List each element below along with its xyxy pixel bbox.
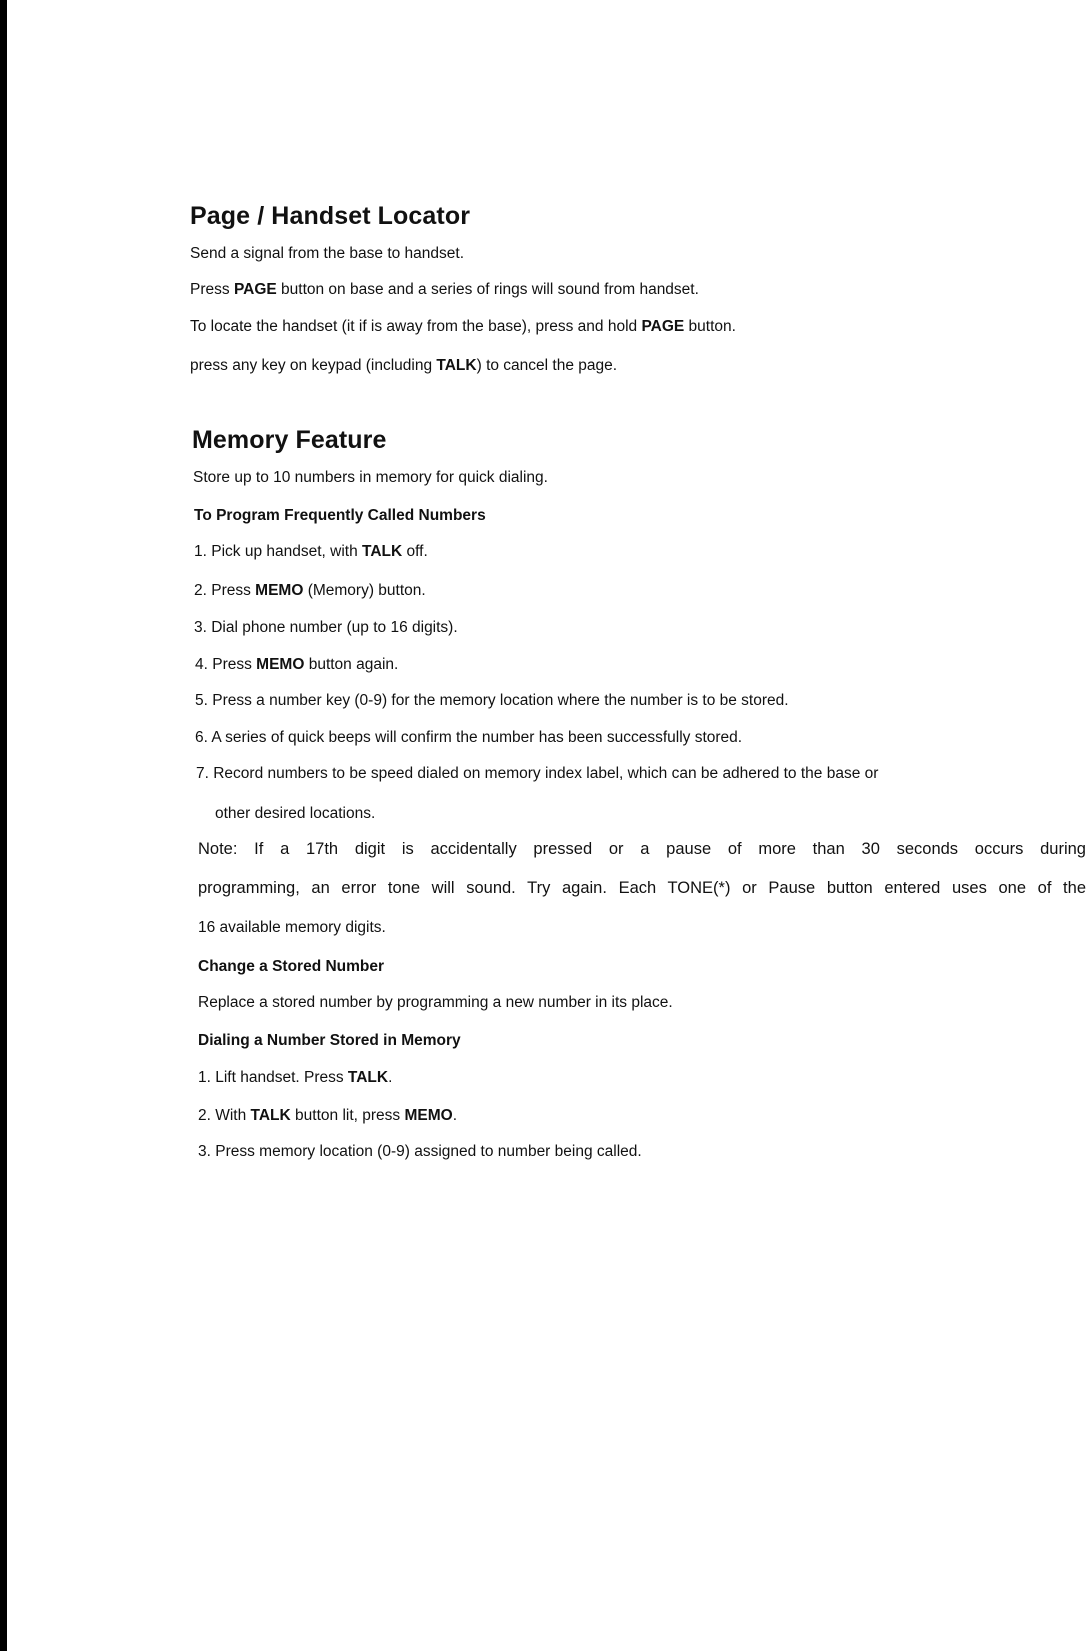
note-line-3: 16 available memory digits. [198, 919, 386, 936]
program-step-1: 1. Pick up handset, with TALK off. [194, 543, 428, 560]
dial-step-2: 2. With TALK button lit, press MEMO. [198, 1107, 457, 1124]
note-line-2: programming, an error tone will sound. Try again. Each TONE(*) or Pause button entered uses one of the [198, 879, 1086, 897]
program-step-4: 4. Press MEMO button again. [195, 656, 399, 673]
change-heading: Change a Stored Number [198, 958, 385, 975]
page-line-3: To locate the handset (it if is away from the base), press and hold PAGE button. [190, 318, 736, 335]
dial-heading: Dialing a Number Stored in Memory [198, 1032, 461, 1049]
page-line-2: Press PAGE button on base and a series of rings will sound from handset. [190, 281, 699, 298]
program-step-3: 3. Dial phone number (up to 16 digits). [194, 619, 458, 636]
program-step-6: 6. A series of quick beeps will confirm the number has been successfully stored. [195, 729, 743, 746]
page-line-1: Send a signal from the base to handset. [190, 245, 465, 262]
program-step-7-line-2: other desired locations. [215, 805, 376, 822]
section-title-memory: Memory Feature [192, 426, 387, 454]
program-step-7-line-1: 7. Record numbers to be speed dialed on memory index label, which can be adhered to the base or [196, 765, 879, 782]
dial-step-3: 3. Press memory location (0-9) assigned to number being called. [198, 1143, 642, 1160]
dial-step-1: 1. Lift handset. Press TALK. [198, 1069, 393, 1086]
note-line-1: Note: If a 17th digit is accidentally pressed or a pause of more than 30 seconds occurs during [198, 840, 1086, 858]
program-step-2: 2. Press MEMO (Memory) button. [194, 582, 426, 599]
memory-intro: Store up to 10 numbers in memory for quick dialing. [193, 469, 548, 486]
page-line-4: press any key on keypad (including TALK) to cancel the page. [190, 357, 618, 374]
section-title-page-locator: Page / Handset Locator [190, 202, 471, 230]
program-step-5: 5. Press a number key (0-9) for the memory location where the number is to be stored. [195, 692, 789, 709]
change-text: Replace a stored number by programming a new number in its place. [198, 994, 673, 1011]
program-heading: To Program Frequently Called Numbers [194, 507, 486, 524]
